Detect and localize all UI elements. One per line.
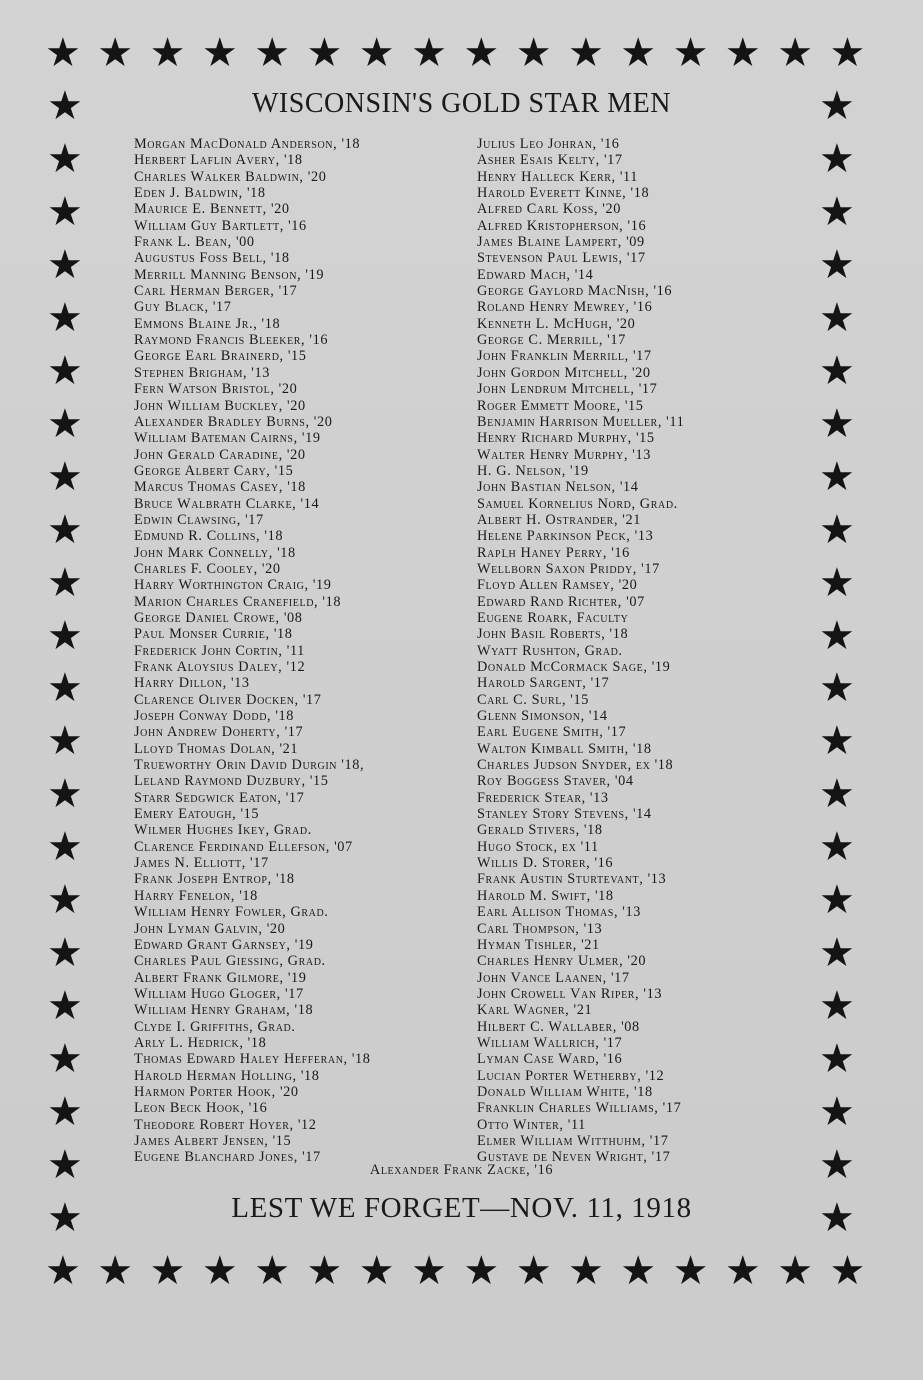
name-entry: Wilmer Hughes Ikey, Grad. xyxy=(134,822,312,839)
name-entry: Maurice E. Bennett, '20 xyxy=(134,201,290,218)
star-icon: ★ xyxy=(568,1248,604,1294)
name-entry: William Hugo Gloger, '17 xyxy=(134,985,304,1002)
star-icon: ★ xyxy=(47,559,83,606)
name-entry: Emery Eatough, '15 xyxy=(134,806,260,823)
name-entry: Emmons Blaine Jr., '18 xyxy=(134,315,281,332)
name-entry: Marion Charles Cranefield, '18 xyxy=(134,593,342,610)
name-entry: Lyman Case Ward, '16 xyxy=(477,1051,623,1068)
star-icon: ★ xyxy=(819,135,855,182)
name-entry: Morgan MacDonald Anderson, '18 xyxy=(134,136,361,152)
name-entry: John Bastian Nelson, '14 xyxy=(477,479,639,496)
name-entry: Frank Aloysius Daley, '12 xyxy=(134,659,306,675)
name-entry: Kenneth L. McHugh, '20 xyxy=(477,315,636,332)
name-entry: Stanley Story Stevens, '14 xyxy=(477,806,652,823)
star-icon: ★ xyxy=(47,612,83,659)
star-icon: ★ xyxy=(829,30,866,76)
name-entry: Henry Richard Murphy, '15 xyxy=(477,430,655,447)
star-icon: ★ xyxy=(47,188,83,235)
star-icon: ★ xyxy=(97,30,134,76)
name-entry: Harry Fenelon, '18 xyxy=(134,887,258,904)
name-entry: Augustus Foss Bell, '18 xyxy=(134,250,290,267)
name-entry: Hilbert C. Wallaber, '08 xyxy=(477,1018,640,1035)
name-entry: Earl Allison Thomas, '13 xyxy=(477,904,641,921)
name-entry: Eugene Roark, Faculty xyxy=(477,609,629,626)
name-entry: Stevenson Paul Lewis, '17 xyxy=(477,250,646,267)
name-entry: Eden J. Baldwin, '18 xyxy=(134,185,266,202)
name-entry: Franklin Charles Williams, '17 xyxy=(477,1100,682,1117)
name-entry: Fern Watson Bristol, '20 xyxy=(134,381,298,398)
star-icon: ★ xyxy=(819,559,855,606)
name-entry: Otto Winter, '11 xyxy=(477,1116,586,1133)
name-entry: Clyde I. Griffiths, Grad. xyxy=(134,1018,296,1035)
name-entry: Alfred Carl Koss, '20 xyxy=(477,201,621,218)
star-icon: ★ xyxy=(777,1248,814,1294)
star-icon: ★ xyxy=(47,347,83,394)
star-icon: ★ xyxy=(254,30,291,76)
name-entry: Lloyd Thomas Dolan, '21 xyxy=(134,740,299,757)
names-column-right xyxy=(477,136,684,1166)
name-entry: John Crowell Van Riper, '13 xyxy=(477,985,663,1002)
star-icon: ★ xyxy=(201,1248,238,1294)
name-entry: John Vance Laanen, '17 xyxy=(477,969,630,986)
name-entry: William Bateman Cairns, '19 xyxy=(134,430,321,447)
star-icon: ★ xyxy=(819,294,855,341)
name-entry: Bruce Walbrath Clarke, '14 xyxy=(134,495,320,512)
name-entry: John Lendrum Mitchell, '17 xyxy=(477,381,658,398)
name-entry: Leland Raymond Duzbury, '15 xyxy=(134,773,329,790)
name-entry: Harold Everett Kinne, '18 xyxy=(477,185,650,202)
name-entry: James N. Elliott, '17 xyxy=(134,855,269,872)
name-entry: Edwin Clawsing, '17 xyxy=(134,511,264,528)
star-icon: ★ xyxy=(47,453,83,500)
names-column-left xyxy=(134,136,371,1166)
name-entry: Edward Mach, '14 xyxy=(477,266,594,283)
star-icon: ★ xyxy=(819,400,855,447)
name-entry: Joseph Conway Dodd, '18 xyxy=(134,708,295,725)
star-icon: ★ xyxy=(672,1248,709,1294)
star-icon: ★ xyxy=(47,82,83,129)
name-entry: John Lyman Galvin, '20 xyxy=(134,920,286,937)
name-entry: Karl Wagner, '21 xyxy=(477,1002,593,1019)
star-icon: ★ xyxy=(620,30,657,76)
name-entry: Lucian Porter Wetherby, '12 xyxy=(477,1067,665,1084)
name-entry: Edmund R. Collins, '18 xyxy=(134,528,284,545)
name-entry: Harold M. Swift, '18 xyxy=(477,887,614,904)
name-entry: Leon Beck Hook, '16 xyxy=(134,1100,268,1117)
name-entry: Charles Judson Snyder, ex '18 xyxy=(477,757,674,774)
name-entry: Charles Paul Giessing, Grad. xyxy=(134,953,326,970)
star-icon: ★ xyxy=(777,30,814,76)
star-icon: ★ xyxy=(47,294,83,341)
name-entry: John Basil Roberts, '18 xyxy=(477,626,629,643)
star-icon: ★ xyxy=(515,30,552,76)
star-icon: ★ xyxy=(568,30,604,76)
name-entry: Theodore Robert Hoyer, '12 xyxy=(134,1116,317,1133)
name-entry: Guy Black, '17 xyxy=(134,299,232,316)
star-icon: ★ xyxy=(819,930,855,977)
name-entry: Frank Austin Sturtevant, '13 xyxy=(477,871,667,888)
name-entry: George Gaylord MacNish, '16 xyxy=(477,283,673,300)
name-entry: Carl Herman Berger, '17 xyxy=(134,283,298,300)
name-entry: Glenn Simonson, '14 xyxy=(477,708,608,725)
name-entry: Raymond Francis Bleeker, '16 xyxy=(134,332,329,349)
name-entry: Charles F. Cooley, '20 xyxy=(134,560,281,577)
name-entry: Harold Herman Holling, '18 xyxy=(134,1067,320,1084)
star-icon: ★ xyxy=(829,1248,866,1294)
name-entry: Alexander Bradley Burns, '20 xyxy=(134,413,333,430)
star-icon: ★ xyxy=(819,453,855,500)
name-entry: Stephen Brigham, '13 xyxy=(134,364,270,381)
star-icon: ★ xyxy=(411,1248,447,1294)
name-entry: John Mark Connelly, '18 xyxy=(134,544,296,561)
star-icon: ★ xyxy=(724,30,761,76)
star-icon: ★ xyxy=(47,824,83,871)
name-entry: William Henry Graham, '18 xyxy=(134,1002,314,1019)
name-entry: Albert Frank Gilmore, '19 xyxy=(134,969,307,986)
star-icon: ★ xyxy=(47,983,83,1030)
star-icon: ★ xyxy=(47,1195,83,1242)
star-icon: ★ xyxy=(819,877,855,924)
name-entry: Elmer William Witthuhm, '17 xyxy=(477,1132,669,1149)
star-icon: ★ xyxy=(463,1248,500,1294)
name-entry: Walter Henry Murphy, '13 xyxy=(477,446,651,463)
name-entry: James Blaine Lampert, '09 xyxy=(477,234,645,251)
name-entry: Roy Boggess Staver, '04 xyxy=(477,773,634,790)
name-entry: Carl C. Surl, '15 xyxy=(477,691,589,708)
star-icon: ★ xyxy=(819,1089,855,1136)
name-entry: Julius Leo Johran, '16 xyxy=(477,136,620,152)
name-entry: Frank Joseph Entrop, '18 xyxy=(134,871,295,888)
name-entry: Donald McCormack Sage, '19 xyxy=(477,659,671,675)
star-icon: ★ xyxy=(47,930,83,977)
star-icon: ★ xyxy=(47,506,83,553)
page-title: WISCONSIN'S GOLD STAR MEN xyxy=(252,88,671,119)
name-entry: Trueworthy Orin David Durgin '18, xyxy=(134,757,365,774)
star-icon: ★ xyxy=(819,1195,855,1242)
name-entry: Roger Emmett Moore, '15 xyxy=(477,397,644,414)
star-icon: ★ xyxy=(819,188,855,235)
name-entry: William Wallrich, '17 xyxy=(477,1034,623,1051)
name-entry: Samuel Kornelius Nord, Grad. xyxy=(477,495,678,512)
name-entry: James Albert Jensen, '15 xyxy=(134,1132,292,1149)
name-entry: Henry Halleck Kerr, '11 xyxy=(477,168,638,185)
star-icon: ★ xyxy=(149,30,186,76)
name-entry: Willis D. Storer, '16 xyxy=(477,855,614,872)
name-entry: Starr Sedgwick Eaton, '17 xyxy=(134,789,305,806)
star-icon: ★ xyxy=(819,241,855,288)
name-entry: Walton Kimball Smith, '18 xyxy=(477,740,652,757)
name-entry: Floyd Allen Ramsey, '20 xyxy=(477,577,638,594)
name-entry: Paul Monser Currie, '18 xyxy=(134,626,293,643)
name-entry: John Gordon Mitchell, '20 xyxy=(477,364,651,381)
star-icon: ★ xyxy=(47,665,83,712)
name-entry: Frederick Stear, '13 xyxy=(477,789,609,806)
name-entry: Thomas Edward Haley Hefferan, '18 xyxy=(134,1051,371,1068)
name-entry: Charles Henry Ulmer, '20 xyxy=(477,953,647,970)
name-entry: John Franklin Merrill, '17 xyxy=(477,348,652,365)
name-entry: Harry Worthington Craig, '19 xyxy=(134,577,332,594)
star-icon: ★ xyxy=(47,241,83,288)
name-entry: Frank L. Bean, '00 xyxy=(134,234,255,251)
star-icon: ★ xyxy=(358,30,395,76)
star-icon: ★ xyxy=(254,1248,291,1294)
star-icon: ★ xyxy=(515,1248,552,1294)
name-entry: Benjamin Harrison Mueller, '11 xyxy=(477,413,685,430)
memorial-motto: LEST WE FORGET—NOV. 11, 1918 xyxy=(231,1192,692,1224)
star-icon: ★ xyxy=(819,347,855,394)
star-icon: ★ xyxy=(819,665,855,712)
star-icon: ★ xyxy=(149,1248,186,1294)
star-icon: ★ xyxy=(47,718,83,765)
name-entry: William Guy Bartlett, '16 xyxy=(134,217,307,234)
name-entry: Wyatt Rushton, Grad. xyxy=(477,642,623,659)
final-name: Alexander Frank Zacke, '16 xyxy=(369,1162,554,1178)
name-entry: George C. Merrill, '17 xyxy=(477,332,626,349)
name-entry: Hugo Stock, ex '11 xyxy=(477,838,599,855)
star-icon: ★ xyxy=(819,82,855,129)
name-entry: Harold Sargent, '17 xyxy=(477,675,610,692)
name-entry: Edward Grant Garnsey, '19 xyxy=(134,936,314,953)
name-entry: Clarence Ferdinand Ellefson, '07 xyxy=(134,838,353,855)
star-icon: ★ xyxy=(97,1248,134,1294)
star-icon: ★ xyxy=(47,400,83,447)
name-entry: Merrill Manning Benson, '19 xyxy=(134,266,325,283)
star-icon: ★ xyxy=(45,30,81,76)
name-entry: H. G. Nelson, '19 xyxy=(477,462,589,479)
name-entry: Gerald Stivers, '18 xyxy=(477,822,603,839)
star-icon: ★ xyxy=(819,824,855,871)
name-entry: Roland Henry Mewrey, '16 xyxy=(477,299,653,316)
star-icon: ★ xyxy=(47,1036,83,1083)
name-entry: Marcus Thomas Casey, '18 xyxy=(134,479,306,496)
name-entry: George Albert Cary, '15 xyxy=(134,462,294,479)
name-entry: Hyman Tishler, '21 xyxy=(477,936,600,953)
name-entry: John William Buckley, '20 xyxy=(134,397,306,414)
name-entry: Eugene Blanchard Jones, '17 xyxy=(134,1149,321,1166)
star-icon: ★ xyxy=(819,983,855,1030)
star-icon: ★ xyxy=(47,877,83,924)
name-entry: Wellborn Saxon Priddy, '17 xyxy=(477,560,660,577)
star-icon: ★ xyxy=(819,718,855,765)
star-icon: ★ xyxy=(819,1036,855,1083)
star-icon: ★ xyxy=(47,1142,83,1189)
name-entry: Frederick John Cortin, '11 xyxy=(134,642,305,659)
star-icon: ★ xyxy=(411,30,447,76)
name-entry: William Henry Fowler, Grad. xyxy=(134,904,329,921)
name-entry: Edward Rand Richter, '07 xyxy=(477,593,645,610)
star-icon: ★ xyxy=(306,30,343,76)
name-entry: Helene Parkinson Peck, '13 xyxy=(477,528,654,545)
star-icon: ★ xyxy=(819,612,855,659)
star-icon: ★ xyxy=(672,30,709,76)
star-icon: ★ xyxy=(201,30,238,76)
name-entry: George Earl Brainerd, '15 xyxy=(134,348,307,365)
name-entry: Donald William White, '18 xyxy=(477,1083,653,1100)
name-entry: Albert H. Ostrander, '21 xyxy=(477,511,641,528)
name-entry: Charles Walker Baldwin, '20 xyxy=(134,168,327,185)
star-icon: ★ xyxy=(45,1248,81,1294)
name-entry: Rapլh Haney Perry, '16 xyxy=(477,544,630,561)
name-entry: Asher Esais Kelty, '17 xyxy=(477,152,623,169)
star-icon: ★ xyxy=(819,506,855,553)
star-icon: ★ xyxy=(819,1142,855,1189)
star-icon: ★ xyxy=(463,30,500,76)
name-entry: Carl Thompson, '13 xyxy=(477,920,603,937)
name-entry: John Gerald Caradine, '20 xyxy=(134,446,306,463)
star-icon: ★ xyxy=(47,771,83,818)
star-icon: ★ xyxy=(620,1248,657,1294)
name-entry: Arly L. Hedrick, '18 xyxy=(134,1034,267,1051)
star-icon: ★ xyxy=(306,1248,343,1294)
name-entry: Harry Dillon, '13 xyxy=(134,675,250,692)
name-entry: John Andrew Doherty, '17 xyxy=(134,724,304,741)
name-entry: Gustave de Neven Wright, '17 xyxy=(477,1149,671,1166)
name-entry: Herbert Laflin Avery, '18 xyxy=(134,152,303,169)
name-entry: Earl Eugene Smith, '17 xyxy=(477,724,627,741)
star-icon: ★ xyxy=(47,135,83,182)
star-icon: ★ xyxy=(358,1248,395,1294)
name-entry: George Daniel Crowe, '08 xyxy=(134,609,303,626)
star-icon: ★ xyxy=(724,1248,761,1294)
star-icon: ★ xyxy=(47,1089,83,1136)
name-entry: Clarence Oliver Docken, '17 xyxy=(134,691,322,708)
name-entry: Alfred Kristopherson, '16 xyxy=(477,217,647,234)
name-entry: Harmon Porter Hook, '20 xyxy=(134,1083,299,1100)
star-icon: ★ xyxy=(819,771,855,818)
